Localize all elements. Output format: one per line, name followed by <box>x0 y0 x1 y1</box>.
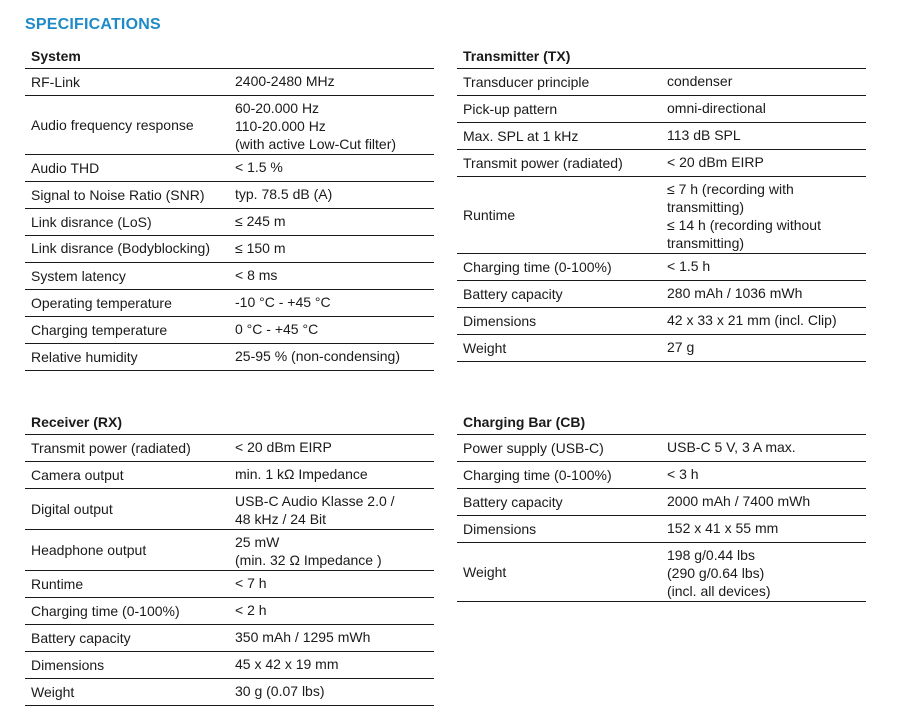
spec-value-line: 25-95 % (non-condensing) <box>235 348 400 364</box>
spec-value-line: 45 x 42 x 19 mm <box>235 656 339 672</box>
spec-row <box>457 516 866 543</box>
spec-label: Dimensions <box>457 308 661 335</box>
spec-row <box>25 489 434 530</box>
spec-value-line: 113 dB SPL <box>667 127 741 143</box>
spec-value-line: 27 g <box>667 339 695 355</box>
spec-value <box>229 290 434 317</box>
spec-row <box>25 652 434 679</box>
spec-value-line: 280 mAh / 1036 mWh <box>667 285 803 301</box>
charging-bar-spec-table <box>457 410 866 602</box>
spec-row <box>25 625 434 652</box>
spec-value-line: (290 g/0.64 lbs) <box>667 565 765 581</box>
spec-label: Weight <box>25 679 229 706</box>
spec-value <box>229 679 434 706</box>
spec-value-line: 198 g/0.44 lbs <box>667 547 755 563</box>
spec-label: Dimensions <box>25 652 229 679</box>
spec-row <box>457 150 866 177</box>
spec-value <box>229 462 434 489</box>
spec-value <box>661 254 866 281</box>
spec-row <box>25 209 434 236</box>
spec-value <box>229 571 434 598</box>
spec-value-line: 350 mAh / 1295 mWh <box>235 629 371 645</box>
spec-row <box>25 462 434 489</box>
spec-row <box>457 543 866 602</box>
spec-label: Dimensions <box>457 516 661 543</box>
spec-value <box>661 543 866 602</box>
spec-value <box>661 69 866 96</box>
spec-value <box>229 489 434 530</box>
spec-value <box>661 96 866 123</box>
spec-label: Runtime <box>457 177 661 254</box>
receiver-rows <box>25 435 434 706</box>
spec-value-line: 25 mW <box>235 534 280 550</box>
spec-label: System latency <box>25 263 229 290</box>
spec-row <box>457 123 866 150</box>
spec-value-line: (with active Low-Cut filter) <box>235 136 397 152</box>
system-heading: System <box>25 44 434 69</box>
spec-label: Weight <box>457 543 661 602</box>
transmitter-rows <box>457 69 866 362</box>
spec-row <box>25 571 434 598</box>
spec-label: Digital output <box>25 489 229 530</box>
spec-value <box>229 69 434 96</box>
charging-bar-rows <box>457 435 866 602</box>
spec-value <box>661 150 866 177</box>
spec-value <box>229 598 434 625</box>
spec-row <box>457 281 866 308</box>
spec-value-line: USB-C 5 V, 3 A max. <box>667 439 796 455</box>
spec-label: Max. SPL at 1 kHz <box>457 123 661 150</box>
charging-bar-heading: Charging Bar (CB) <box>457 410 866 435</box>
spec-label: Camera output <box>25 462 229 489</box>
spec-label: Charging time (0-100%) <box>457 254 661 281</box>
spec-value-line: 30 g (0.07 lbs) <box>235 683 325 699</box>
spec-label: Transmit power (radiated) <box>457 150 661 177</box>
spec-row <box>457 489 866 516</box>
spec-value-line: < 7 h <box>235 575 267 591</box>
spec-row <box>457 254 866 281</box>
spec-value <box>229 182 434 209</box>
spec-row <box>25 182 434 209</box>
spec-row <box>25 530 434 571</box>
spec-value-line: < 3 h <box>667 466 699 482</box>
spec-value <box>229 652 434 679</box>
spec-value-line: (incl. all devices) <box>667 583 771 599</box>
spec-row <box>457 308 866 335</box>
spec-value <box>661 281 866 308</box>
transmitter-heading: Transmitter (TX) <box>457 44 866 69</box>
spec-value <box>229 155 434 182</box>
spec-value <box>229 435 434 462</box>
spec-label: Link disrance (LoS) <box>25 209 229 236</box>
system-rows <box>25 69 434 371</box>
spec-label: Charging time (0-100%) <box>25 598 229 625</box>
receiver-spec-table <box>25 410 434 706</box>
spec-value-line: omni-directional <box>667 100 766 116</box>
system-spec-table <box>25 44 434 371</box>
spec-value <box>229 209 434 236</box>
spec-label: Transducer principle <box>457 69 661 96</box>
spec-row <box>457 96 866 123</box>
spec-value-line: ≤ 7 h (recording with <box>667 181 794 197</box>
spec-value <box>661 462 866 489</box>
spec-row <box>457 435 866 462</box>
transmitter-spec-table <box>457 44 866 362</box>
spec-value <box>661 308 866 335</box>
spec-label: Charging temperature <box>25 317 229 344</box>
spec-value-line: 2400-2480 MHz <box>235 73 335 89</box>
spec-value-line: 60-20.000 Hz <box>235 100 320 116</box>
spec-label: Power supply (USB-C) <box>457 435 661 462</box>
spec-row <box>25 236 434 263</box>
spec-value <box>661 177 866 254</box>
spec-value <box>229 344 434 371</box>
spec-row <box>457 177 866 254</box>
spec-label: Runtime <box>25 571 229 598</box>
spec-label: Battery capacity <box>457 281 661 308</box>
spec-label: RF-Link <box>25 69 229 96</box>
spec-value-line: < 20 dBm EIRP <box>235 439 332 455</box>
spec-value-line: typ. 78.5 dB (A) <box>235 186 333 202</box>
spec-row <box>25 290 434 317</box>
spec-value <box>229 236 434 263</box>
spec-value-line: USB-C Audio Klasse 2.0 / <box>235 493 395 509</box>
spec-row <box>25 344 434 371</box>
spec-value-line: 2000 mAh / 7400 mWh <box>667 493 811 509</box>
spec-label: Pick-up pattern <box>457 96 661 123</box>
spec-value-line: ≤ 14 h (recording without <box>667 217 821 233</box>
spec-value-line: ≤ 245 m <box>235 213 286 229</box>
spec-value-line: 0 °C - +45 °C <box>235 321 319 337</box>
spec-row <box>25 679 434 706</box>
spec-label: Audio frequency response <box>25 96 229 155</box>
spec-value <box>661 489 866 516</box>
spec-label: Weight <box>457 335 661 362</box>
spec-value-line: < 1.5 h <box>667 258 711 274</box>
spec-value-line: (min. 32 Ω Impedance ) <box>235 552 382 568</box>
spec-label: Relative humidity <box>25 344 229 371</box>
spec-label: Operating temperature <box>25 290 229 317</box>
spec-value <box>661 123 866 150</box>
spec-label: Headphone output <box>25 530 229 571</box>
spec-label: Battery capacity <box>457 489 661 516</box>
spec-value-line: < 2 h <box>235 602 267 618</box>
spec-value-line: condenser <box>667 73 733 89</box>
spec-value <box>229 317 434 344</box>
spec-value-line: ≤ 150 m <box>235 240 286 256</box>
spec-row <box>457 69 866 96</box>
spec-row <box>457 335 866 362</box>
spec-label: Audio THD <box>25 155 229 182</box>
spec-value-line: transmitting) <box>667 235 745 251</box>
spec-row <box>25 69 434 96</box>
spec-value <box>229 263 434 290</box>
spec-value-line: 110-20.000 Hz <box>235 118 326 134</box>
spec-row <box>25 155 434 182</box>
spec-value-line: transmitting) <box>667 199 745 215</box>
spec-value <box>661 435 866 462</box>
spec-value-line: 42 x 33 x 21 mm (incl. Clip) <box>667 312 837 328</box>
spec-value <box>229 625 434 652</box>
page-title: SPECIFICATIONS <box>25 16 161 33</box>
spec-value-line: < 1.5 % <box>235 159 283 175</box>
spec-value <box>229 96 434 155</box>
spec-label: Transmit power (radiated) <box>25 435 229 462</box>
spec-value-line: < 8 ms <box>235 267 278 283</box>
spec-label: Charging time (0-100%) <box>457 462 661 489</box>
spec-row <box>25 317 434 344</box>
spec-label: Link disrance (Bodyblocking) <box>25 236 229 263</box>
spec-row <box>25 598 434 625</box>
spec-label: Battery capacity <box>25 625 229 652</box>
spec-row <box>25 96 434 155</box>
spec-label: Signal to Noise Ratio (SNR) <box>25 182 229 209</box>
spec-row <box>457 462 866 489</box>
spec-value-line: min. 1 kΩ Impedance <box>235 466 368 482</box>
spec-value-line: -10 °C - +45 °C <box>235 294 331 310</box>
spec-row <box>25 435 434 462</box>
spec-value <box>229 530 434 571</box>
spec-value <box>661 335 866 362</box>
spec-value-line: 48 kHz / 24 Bit <box>235 511 327 527</box>
spec-row <box>25 263 434 290</box>
spec-value-line: 152 x 41 x 55 mm <box>667 520 779 536</box>
spec-value <box>661 516 866 543</box>
spec-value-line: < 20 dBm EIRP <box>667 154 764 170</box>
receiver-heading: Receiver (RX) <box>25 410 434 435</box>
